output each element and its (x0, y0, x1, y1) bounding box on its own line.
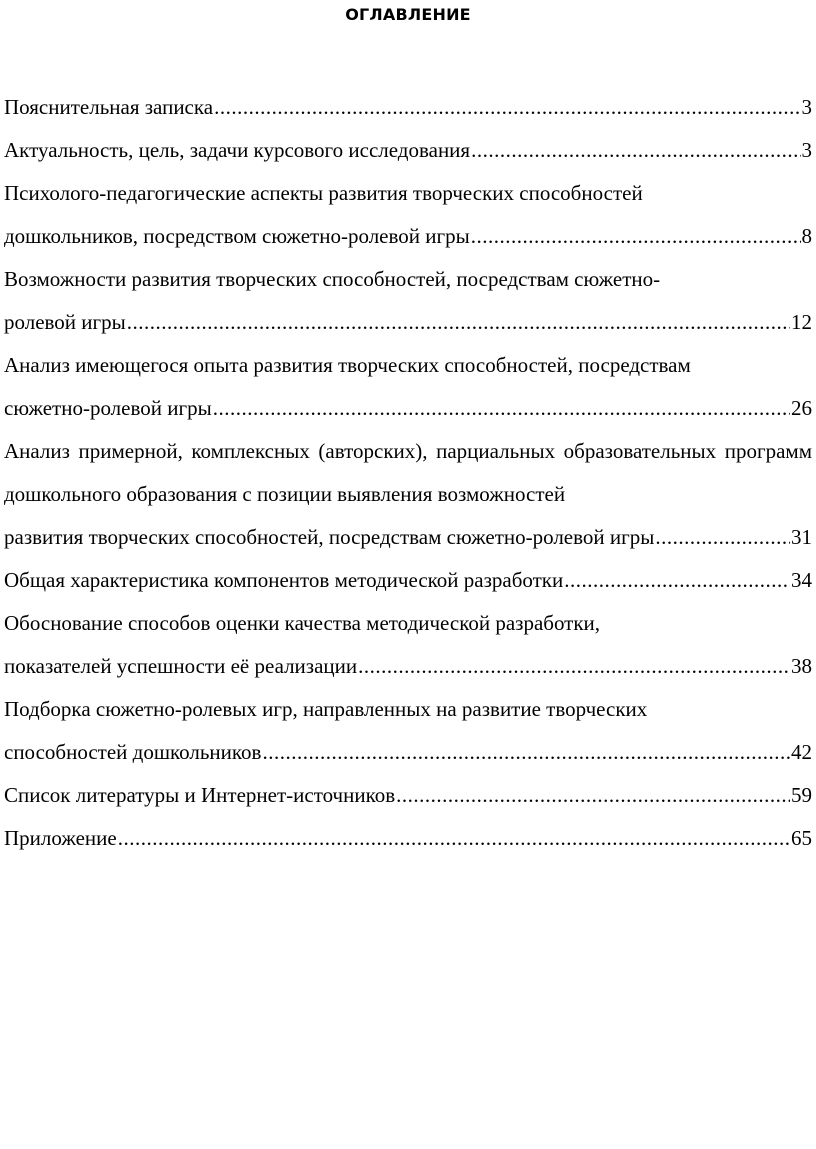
dot-leader (127, 301, 790, 344)
toc-entry-label-lead: Анализ имеющегося опыта развития творческих способностей, посредствам (4, 353, 691, 377)
toc-entry-experience-analysis[interactable] (4, 344, 812, 430)
toc-entry-label-lead: Обоснование способов оценки качества методической разработки, (4, 611, 601, 635)
toc-entry-label-lead: Возможности развития творческих способностей, посредствам сюжетно- (4, 267, 661, 291)
toc-page-number: 42 (791, 740, 812, 764)
toc-entry-label: Пояснительная записка (4, 95, 214, 119)
dot-leader (262, 731, 790, 774)
toc-page-number: 26 (791, 396, 812, 420)
toc-entry-relevance[interactable] (4, 129, 812, 172)
toc-entry-label: Список литературы и Интернет-источников (4, 783, 396, 807)
toc-entry-label: Общая характеристика компонентов методической разработки (4, 568, 564, 592)
toc-page-number: 65 (791, 826, 812, 850)
toc-list (4, 86, 812, 860)
dot-leader (471, 215, 801, 258)
toc-entry-explanatory-note[interactable] (4, 86, 812, 129)
dot-leader (396, 774, 790, 817)
dot-leader (213, 387, 790, 430)
toc-entry-games-selection[interactable] (4, 688, 812, 774)
toc-entry-label-lead: Анализ примерной, комплексных (авторских), парциальных образовательных программ дошкольного образования с позиции выявления возможностей (4, 439, 812, 506)
toc-entry-programs-analysis[interactable] (4, 430, 812, 559)
toc-entry-appendix[interactable] (4, 817, 812, 860)
toc-page-number: 3 (801, 138, 812, 162)
dot-leader (358, 645, 790, 688)
toc-entry-references[interactable] (4, 774, 812, 817)
toc-entry-label-lead: Психолого-педагогические аспекты развития творческих способностей (4, 181, 643, 205)
dot-leader (655, 516, 790, 559)
dot-leader (118, 817, 790, 860)
toc-entry-development-possibilities[interactable] (4, 258, 812, 344)
toc-entry-label: ролевой игры (4, 310, 126, 334)
toc-page-number: 59 (791, 783, 812, 807)
toc-entry-label: способностей дошкольников (4, 740, 262, 764)
toc-entry-psych-pedagogical-aspects[interactable] (4, 172, 812, 258)
toc-page-number: 38 (791, 654, 812, 678)
toc-entry-components-overview[interactable] (4, 559, 812, 602)
toc-page-number: 8 (801, 224, 812, 248)
toc-entry-label: Приложение (4, 826, 117, 850)
toc-entry-quality-assessment[interactable] (4, 602, 812, 688)
toc-entry-label: сюжетно-ролевой игры (4, 396, 212, 420)
toc-entry-label: Актуальность, цель, задачи курсового исследования (4, 138, 471, 162)
toc-page-number: 31 (791, 525, 812, 549)
toc-page-number: 34 (791, 568, 812, 592)
toc-entry-label-lead: Подборка сюжетно-ролевых игр, направленных на развитие творческих (4, 697, 648, 721)
page-title: ОГЛАВЛЕНИЕ (345, 5, 471, 24)
toc-entry-label: развития творческих способностей, посредствам сюжетно-ролевой игры (4, 525, 655, 549)
toc-entry-label: дошкольников, посредством сюжетно-ролевой игры (4, 224, 470, 248)
dot-leader (564, 559, 790, 602)
toc-page-number: 3 (801, 95, 812, 119)
toc-page-number: 12 (791, 310, 812, 334)
dot-leader (471, 129, 800, 172)
dot-leader (214, 86, 800, 129)
toc-entry-label: показателей успешности её реализации (4, 654, 358, 678)
